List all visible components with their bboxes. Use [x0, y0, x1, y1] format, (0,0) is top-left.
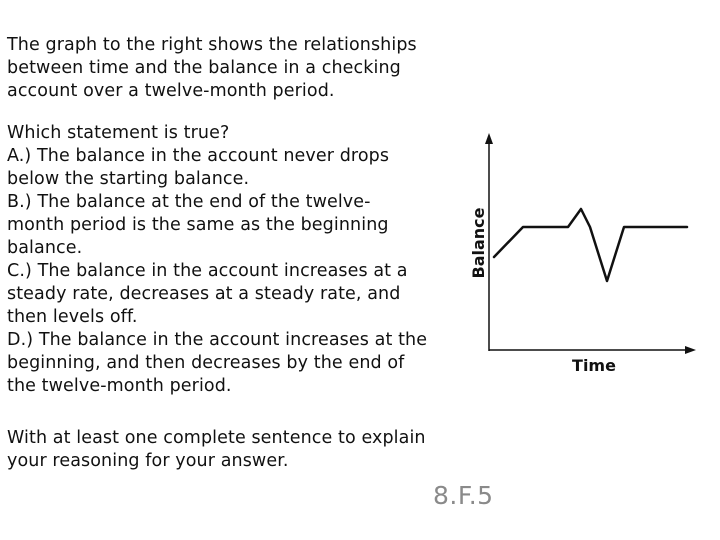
- option-d-line: the twelve-month period.: [7, 376, 232, 396]
- option-b-line: B.) The balance at the end of the twelve-: [7, 192, 371, 212]
- instruction-paragraph: [7, 427, 426, 473]
- y-axis-arrow-icon: [485, 133, 493, 144]
- option-a-line: A.) The balance in the account never drops: [7, 146, 390, 166]
- option-a-line: below the starting balance.: [7, 169, 250, 189]
- option-d-line: beginning, and then decreases by the end of: [7, 353, 405, 373]
- option-c-line: then levels off.: [7, 307, 138, 327]
- intro-line: between time and the balance in a checking: [7, 58, 401, 78]
- option-d-line: D.) The balance in the account increases at the: [7, 330, 428, 350]
- intro-paragraph: [7, 34, 417, 103]
- instruction-line: your reasoning for your answer.: [7, 451, 289, 471]
- y-axis-label: Balance: [469, 207, 488, 279]
- intro-line: account over a twelve-month period.: [7, 81, 335, 101]
- x-axis-label: Time: [572, 356, 616, 375]
- balance-line: [494, 209, 687, 281]
- question-prompt: Which statement is true?: [7, 123, 230, 143]
- option-b-line: month period is the same as the beginning: [7, 215, 389, 235]
- option-c-line: C.) The balance in the account increases at a: [7, 261, 408, 281]
- intro-line: The graph to the right shows the relationships: [7, 35, 417, 55]
- instruction-line: With at least one complete sentence to explain: [7, 428, 426, 448]
- balance-time-graph: [460, 125, 700, 385]
- option-c-line: steady rate, decreases at a steady rate, and: [7, 284, 401, 304]
- standard-code: 8.F.5: [433, 481, 494, 510]
- x-axis-arrow-icon: [685, 346, 696, 354]
- question-paragraph: [7, 122, 427, 398]
- option-b-line: balance.: [7, 238, 83, 258]
